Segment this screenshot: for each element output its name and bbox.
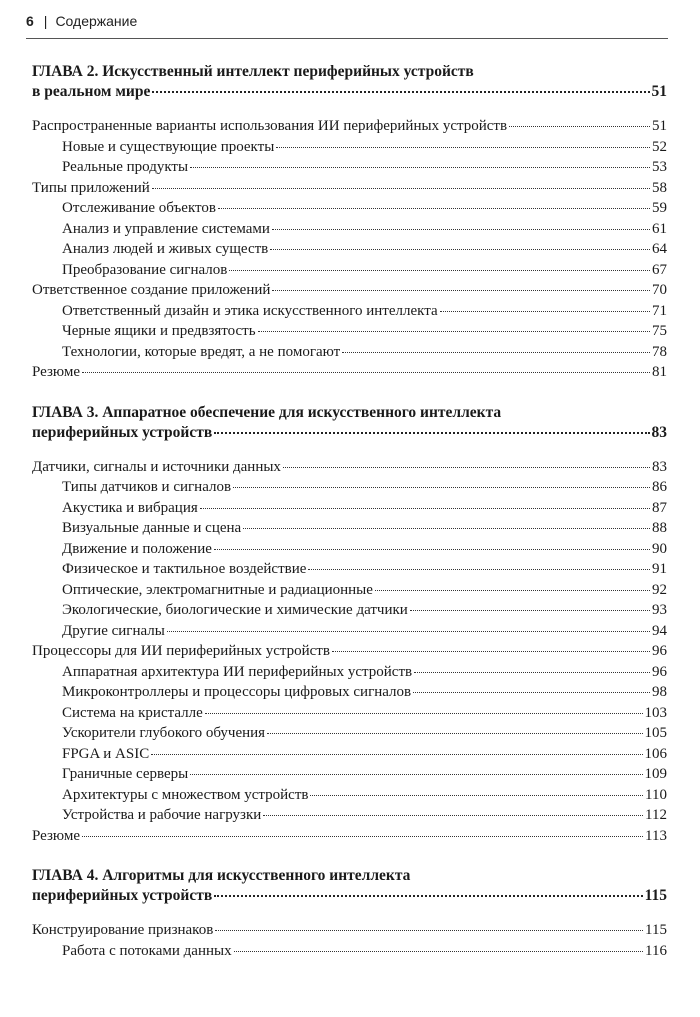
entry-title: Движение и положение [62, 540, 212, 557]
header-title: Содержание [55, 13, 138, 29]
chapter-title-line2: периферийных устройств [32, 423, 213, 441]
entry-page: 61 [652, 220, 667, 237]
entry-title: Отслеживание объектов [62, 200, 216, 216]
dot-leader [375, 590, 650, 591]
chapter-title-line1: ГЛАВА 3. Аппаратное обеспечение для искусственного интеллекта [32, 403, 502, 421]
toc-subsection-entry [32, 703, 667, 724]
entry-page: 92 [652, 581, 667, 598]
toc-subsection-entry [32, 301, 667, 322]
toc-subsection-entry [32, 559, 667, 580]
entry-title: Работа с потоками данных [62, 942, 232, 959]
entry-title: Система на кристалле [62, 704, 203, 721]
entry-page: 70 [652, 282, 667, 298]
entry-page: 96 [652, 663, 667, 680]
chapter-4 [32, 866, 667, 961]
dot-leader [200, 508, 650, 509]
chapter-title-line2: в реальном мире [32, 83, 151, 100]
toc-subsection-entry [32, 342, 667, 363]
header-separator: | [43, 13, 48, 29]
entry-title: Аппаратная архитектура ИИ периферийных устройств [62, 663, 413, 680]
dot-leader [151, 754, 642, 755]
toc-subsection-entry [32, 662, 667, 683]
entry-page: 58 [652, 179, 667, 196]
toc-subsection-entry [32, 260, 667, 281]
entry-title: Черные ящики и предвзятость [62, 323, 256, 339]
dot-leader [152, 188, 650, 189]
toc-subsection-entry [32, 764, 667, 785]
dot-leader [410, 610, 650, 611]
toc-subsection-entry [32, 198, 667, 219]
entry-title: Визуальные данные и сцена [62, 520, 242, 536]
entry-page: 67 [652, 261, 667, 278]
dot-leader [82, 372, 650, 373]
entry-page: 112 [645, 807, 667, 823]
entry-page: 105 [644, 725, 667, 741]
chapter-title-line1: ГЛАВА 2. Искусственный интеллект периферийных устройств [32, 63, 474, 80]
entry-page: 109 [644, 766, 667, 782]
entry-title: Конструирование признаков [32, 922, 214, 938]
dot-leader [342, 352, 650, 353]
toc-subsection-entry [32, 498, 667, 519]
entry-page: 113 [645, 827, 667, 844]
chapter-title-line2-row [32, 82, 667, 102]
entry-title: Экологические, биологические и химические датчики [62, 602, 408, 618]
dot-leader [214, 895, 642, 897]
entry-page: 86 [652, 479, 667, 495]
toc-subsection-entry [32, 805, 667, 826]
toc [32, 62, 667, 981]
entry-title: Устройства и рабочие нагрузки [62, 807, 262, 823]
dot-leader [214, 432, 649, 434]
dot-leader [243, 528, 650, 529]
entry-page: 90 [652, 540, 667, 557]
toc-section-entry [32, 116, 667, 137]
chapter-page: 83 [651, 423, 667, 441]
toc-section-entry [32, 457, 667, 478]
toc-subsection-entry [32, 941, 667, 962]
entry-page: 78 [652, 343, 667, 360]
toc-section-entry [32, 362, 667, 383]
dot-leader [276, 147, 650, 148]
dot-leader [214, 549, 650, 550]
entry-page: 53 [652, 159, 667, 175]
toc-section-entry [32, 280, 667, 301]
entry-title: Архитектуры с множеством устройств [62, 786, 309, 803]
entry-title: Новые и существующие проекты [62, 138, 275, 155]
chapter-title [32, 62, 667, 102]
chapter-title [32, 403, 667, 443]
entry-page: 87 [652, 499, 667, 516]
entry-page: 96 [652, 643, 667, 659]
entry-title: Физическое и тактильное воздействие [62, 561, 307, 577]
dot-leader [332, 651, 650, 652]
dot-leader [270, 249, 650, 250]
chapter-page: 115 [644, 887, 667, 904]
entry-page: 71 [652, 302, 667, 319]
chapter-entries [32, 457, 667, 847]
running-header [26, 12, 666, 30]
toc-subsection-entry [32, 621, 667, 642]
toc-subsection-entry [32, 157, 667, 178]
entry-title: Анализ и управление системами [62, 220, 270, 237]
toc-subsection-entry [32, 682, 667, 703]
toc-subsection-entry [32, 785, 667, 806]
dot-leader [152, 91, 649, 93]
toc-subsection-entry [32, 744, 667, 765]
chapter-title [32, 866, 667, 906]
chapter-entries [32, 920, 667, 961]
entry-title: Типы приложений [32, 179, 150, 196]
toc-subsection-entry [32, 137, 667, 158]
entry-page: 103 [644, 704, 667, 721]
toc-subsection-entry [32, 239, 667, 260]
entry-page: 83 [652, 458, 667, 475]
entry-page: 115 [645, 922, 667, 938]
dot-leader [258, 331, 650, 332]
chapter-title-line2-row [32, 886, 667, 906]
entry-title: Другие сигналы [62, 622, 165, 639]
dot-leader [190, 167, 650, 168]
toc-subsection-entry [32, 518, 667, 539]
toc-section-entry [32, 641, 667, 662]
entry-page: 91 [652, 561, 667, 577]
entry-page: 81 [652, 364, 667, 380]
chapter-title-line2: периферийных устройств [32, 887, 213, 904]
dot-leader [234, 951, 643, 952]
entry-page: 51 [652, 118, 667, 134]
entry-title: Оптические, электромагнитные и радиационные [62, 581, 373, 598]
dot-leader [310, 795, 643, 796]
entry-title: Распространенные варианты использования ИИ периферийных устройств [32, 118, 508, 134]
dot-leader [233, 487, 650, 488]
dot-leader [263, 815, 643, 816]
dot-leader [82, 836, 643, 837]
entry-title: Резюме [32, 364, 81, 380]
toc-subsection-entry [32, 321, 667, 342]
dot-leader [267, 733, 642, 734]
toc-subsection-entry [32, 477, 667, 498]
entry-title: Процессоры для ИИ периферийных устройств [32, 643, 330, 659]
chapter-title-line2-row [32, 423, 667, 443]
toc-subsection-entry [32, 600, 667, 621]
dot-leader [413, 692, 650, 693]
entry-page: 59 [652, 200, 667, 216]
entry-title: Технологии, которые вредят, а не помогают [62, 343, 341, 360]
dot-leader [205, 713, 643, 714]
entry-title: Анализ людей и живых существ [62, 241, 269, 257]
entry-page: 106 [644, 745, 667, 762]
entry-title: Преобразование сигналов [62, 261, 228, 278]
chapter-entries [32, 116, 667, 383]
toc-section-entry [32, 178, 667, 199]
toc-subsection-entry [32, 580, 667, 601]
chapter-title-line1: ГЛАВА 4. Алгоритмы для искусственного интеллекта [32, 867, 411, 884]
entry-title: Микроконтроллеры и процессоры цифровых сигналов [62, 684, 412, 700]
entry-page: 110 [645, 786, 667, 803]
entry-page: 116 [645, 942, 667, 959]
entry-page: 94 [652, 622, 667, 639]
dot-leader [215, 930, 643, 931]
entry-title: Ускорители глубокого обучения [62, 725, 266, 741]
header-rule [26, 38, 668, 39]
dot-leader [440, 311, 650, 312]
entry-title: Типы датчиков и сигналов [62, 479, 232, 495]
dot-leader [190, 774, 642, 775]
dot-leader [283, 467, 650, 468]
toc-subsection-entry [32, 539, 667, 560]
dot-leader [509, 126, 650, 127]
entry-title: FPGA и ASIC [62, 745, 150, 762]
entry-title: Резюме [32, 827, 81, 844]
entry-page: 75 [652, 323, 667, 339]
entry-page: 64 [652, 241, 667, 257]
dot-leader [167, 631, 650, 632]
chapter-3 [32, 403, 667, 847]
page-number: 6 [26, 13, 34, 29]
chapter-2 [32, 62, 667, 383]
entry-title: Ответственный дизайн и этика искусственного интеллекта [62, 302, 438, 319]
dot-leader [308, 569, 650, 570]
dot-leader [218, 208, 650, 209]
entry-title: Датчики, сигналы и источники данных [32, 458, 281, 475]
entry-page: 52 [652, 138, 667, 155]
entry-page: 98 [652, 684, 667, 700]
toc-section-entry [32, 826, 667, 847]
entry-title: Ответственное создание приложений [32, 282, 271, 298]
dot-leader [272, 229, 650, 230]
dot-leader [229, 270, 650, 271]
entry-page: 88 [652, 520, 667, 536]
toc-subsection-entry [32, 219, 667, 240]
entry-title: Акустика и вибрация [62, 499, 198, 516]
dot-leader [414, 672, 650, 673]
dot-leader [272, 290, 650, 291]
entry-page: 93 [652, 602, 667, 618]
chapter-page: 51 [651, 83, 667, 100]
toc-subsection-entry [32, 723, 667, 744]
entry-title: Реальные продукты [62, 159, 189, 175]
toc-section-entry [32, 920, 667, 941]
entry-title: Граничные серверы [62, 766, 189, 782]
